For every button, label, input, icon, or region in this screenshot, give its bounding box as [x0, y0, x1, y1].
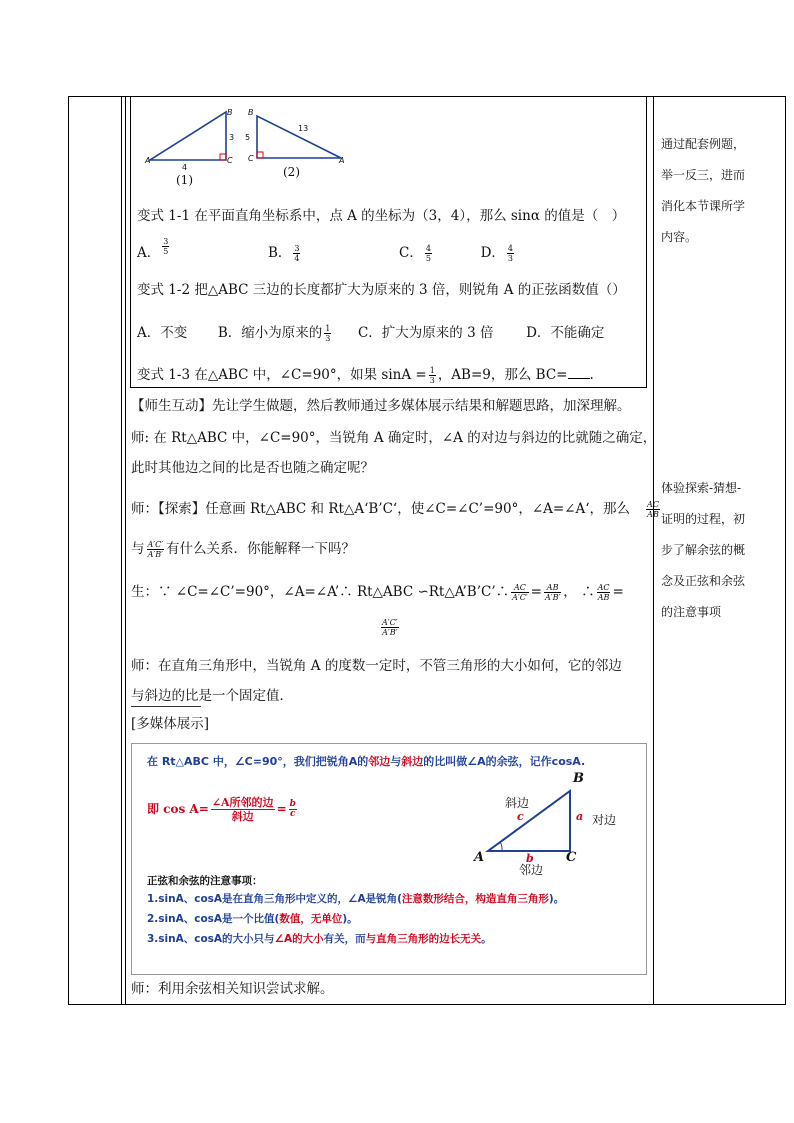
- slide-def-pre: 在 Rt△ABC 中，∠C=90°，我们把锐角A的: [147, 755, 369, 768]
- fig1-label-b: B: [227, 108, 233, 117]
- note2-pre: 2.sinA、cosA是一个比值(: [147, 913, 280, 925]
- slide-tri-c: C: [566, 850, 577, 865]
- fig2-side-ab: 13: [298, 124, 309, 133]
- option-d-label: D．: [480, 245, 505, 261]
- variant-1-2-text: 变式 1-2 把△ABC 三边的长度都扩大为原来的 3 倍，则锐角 A 的正弦函数值（）: [137, 282, 626, 298]
- p4-text: 生：∵ ∠C=∠C’=90°，∠A=∠A’∴ Rt△ABC ∽Rt△A’B’C’∴: [131, 584, 510, 600]
- paragraph-3-line-1: [131, 500, 662, 519]
- slide-side-b: b: [526, 852, 534, 865]
- v13-text-1: 变式 1-3 在△ABC 中，∠C=90°，如果 sinA =: [137, 367, 427, 383]
- p3-fraction: $\frac{AC}{AB}$: [647, 500, 659, 519]
- table-left-border: [68, 96, 69, 1005]
- variant-1-3: 变式 1-3 在△ABC 中，∠C=90°，如果 sinA = $\frac{1}{3}$ ，AB=9，那么 BC= .: [137, 366, 594, 385]
- note1-post: )。: [548, 893, 565, 905]
- v12-option-d: D．不能确定: [526, 325, 605, 341]
- p4-eq-1: =: [530, 584, 542, 600]
- p3b-pre: 与: [131, 541, 145, 557]
- side-note-1-line-2: 举一反三，进而: [661, 168, 746, 182]
- side-note-2-line-1: 体验探索-猜想-: [661, 481, 742, 495]
- slide-adj-label: 邻边: [519, 863, 544, 877]
- slide-def-mid: 与: [390, 755, 402, 768]
- side-note-1-line-4: 内容。: [661, 230, 698, 244]
- p3b-fraction: $\frac{A'C'}{A'B'}$: [147, 540, 164, 559]
- formula-bc-fraction: $\frac{b}{c}$: [289, 799, 296, 819]
- v13-fraction: $\frac{1}{3}$: [429, 366, 435, 385]
- formula-fraction: $\frac{\text{∠A所邻的边}}{\text{斜边}}$: [211, 796, 274, 823]
- slide-note-1: [147, 894, 564, 905]
- fig1-caption: (1): [176, 173, 193, 187]
- slide-tri-b: B: [573, 771, 584, 786]
- paragraph-5-line-2: 与斜边的比是一个固定值．: [131, 688, 293, 704]
- p3b-post: 有什么关系．你能解释一下吗？: [166, 541, 356, 557]
- side-note-1-line-3: 消化本节课所学: [661, 199, 746, 213]
- v12-option-c: C．扩大为原来的 3 倍: [357, 325, 494, 341]
- slide-note-2: [147, 914, 358, 925]
- note3-red-1: ∠A的大小: [274, 933, 324, 945]
- slide-hyp-label: 斜边: [505, 796, 530, 810]
- fig2-label-c: C: [248, 154, 254, 163]
- p3-text: 师：【探索】任意画 Rt△ABC 和 Rt△A‘B’C‘，使∠C=∠C’=90°，∠A=∠A‘，那么: [131, 501, 631, 517]
- option-b-label: B．: [267, 245, 292, 261]
- v12-option-b-fraction: $\frac{1}{3}$: [325, 324, 331, 343]
- col-divider-1: [121, 96, 122, 1005]
- fig2-label-b: B: [248, 108, 254, 117]
- slide-side-c: c: [517, 810, 524, 823]
- side-note-2-line-3: 步了解余弦的概: [661, 543, 746, 557]
- student-answer-line: [131, 583, 624, 602]
- v12-option-b: B．缩小为原来的: [217, 325, 323, 341]
- option-a-fraction: $\frac{3}{5}$: [163, 237, 169, 256]
- formula-pre: 即 cos A=: [147, 802, 209, 816]
- col-divider-2: [125, 96, 126, 1005]
- col-divider-3: [653, 96, 654, 1005]
- p4-fraction-3: $\frac{AC}{AB}$: [597, 583, 610, 602]
- note1-pre: 1.sinA、cosA是在直角三角形中定义的，∠A是锐角(: [147, 893, 402, 905]
- v12-option-a: A．不变: [137, 325, 188, 341]
- slide-opp-label: 对边: [592, 813, 617, 827]
- paragraph-3-line-2: [131, 540, 355, 559]
- triangle-figure-1: [140, 104, 250, 189]
- p4-fraction-4: $\frac{A'C'}{A'B'}$: [382, 618, 398, 637]
- formula-eq: =: [276, 802, 287, 816]
- option-d-fraction: $\frac{4}{3}$: [507, 244, 513, 263]
- slide-definition: [147, 756, 585, 767]
- fig1-side-bc: 3: [229, 133, 235, 142]
- p4-mid: ， ∴: [563, 584, 595, 600]
- paragraph-2-line-1: 师: 在 Rt△ABC 中，∠C=90°，当锐角 A 确定时，∠A 的对边与斜边的比就随之确定，: [131, 430, 657, 446]
- teacher-student-interaction: 【师生互动】先让学生做题，然后教师通过多媒体展示结果和解题思路，加深理解。: [131, 398, 631, 414]
- fig2-label-a: A: [339, 156, 345, 165]
- note2-red: 数值，无单位: [279, 913, 343, 925]
- slide-def-hyp: 斜边: [401, 755, 424, 768]
- note3-mid: 有关，而: [323, 933, 366, 945]
- option-c-label: C．: [399, 245, 423, 261]
- slide-triangle: [480, 785, 580, 855]
- paragraph-5-line-1: 师：在直角三角形中，当锐角 A 的度数一定时，不管三角形的大小如何，它的邻边: [131, 658, 622, 674]
- option-b-fraction: $\frac{3}{4}$: [294, 244, 300, 263]
- paragraph-2-line-2: 此时其他边之间的比是否也随之确定呢？: [131, 460, 374, 476]
- side-note-2-line-2: 证明的过程，初: [661, 512, 746, 526]
- note1-red: 注意数形结合，构造直角三角形: [401, 893, 549, 905]
- slide-def-adj: 邻边: [368, 755, 391, 768]
- slide-def-post: 的比叫做∠A的余弦，记作cosA.: [423, 755, 586, 768]
- side-note-1-line-1: 通过配套例题，: [661, 137, 746, 151]
- underline-decoration: [131, 706, 201, 707]
- side-note-2-line-4: 念及正弦和余弦: [661, 574, 746, 588]
- variant-1-2-options: [137, 324, 604, 343]
- multimedia-display-label: [多媒体展示]: [131, 716, 210, 732]
- slide-formula: [147, 796, 299, 823]
- fig2-side-bc: 5: [245, 133, 251, 142]
- p4-fraction-1: $\frac{AC}{A'C'}$: [512, 583, 528, 602]
- fig2-caption: (2): [283, 165, 300, 179]
- table-right-border: [785, 96, 786, 1005]
- p4-eq-2: =: [612, 584, 624, 600]
- note3-red-2: 与直角三角形的边长无关: [365, 933, 482, 945]
- fig1-side-ac: 4: [182, 163, 188, 172]
- v13-answer-blank: [568, 368, 590, 379]
- v13-text-2: ，AB=9，那么 BC=: [437, 367, 568, 383]
- paragraph-7: 师：利用余弦相关知识尝试求解。: [131, 981, 334, 997]
- note3-pre: 3.sinA、cosA的大小只与: [147, 933, 275, 945]
- variant-1-1-text: 变式 1-1 在平面直角坐标系中，点 A 的坐标为（3，4），那么 sinα 的值是（ ）: [137, 208, 626, 224]
- p4-fraction-2: $\frac{AB}{A'B'}$: [544, 583, 561, 602]
- side-note-2-line-5: 的注意事项: [661, 605, 722, 619]
- slide-side-a: a: [576, 810, 584, 823]
- table-bottom-border: [68, 1004, 786, 1005]
- fig1-label-c: C: [227, 156, 233, 165]
- fig1-label-a: A: [145, 156, 151, 165]
- slide-tri-a: A: [474, 850, 485, 865]
- slide-note-3: [147, 934, 492, 945]
- note3-post: 。: [481, 933, 492, 945]
- variant-1-1-options: [137, 237, 516, 263]
- slide-notes-title: 正弦和余弦的注意事项：: [147, 875, 263, 887]
- note2-post: )。: [342, 913, 358, 925]
- option-c-fraction: $\frac{4}{5}$: [425, 244, 431, 263]
- option-a-label: A．: [137, 245, 161, 261]
